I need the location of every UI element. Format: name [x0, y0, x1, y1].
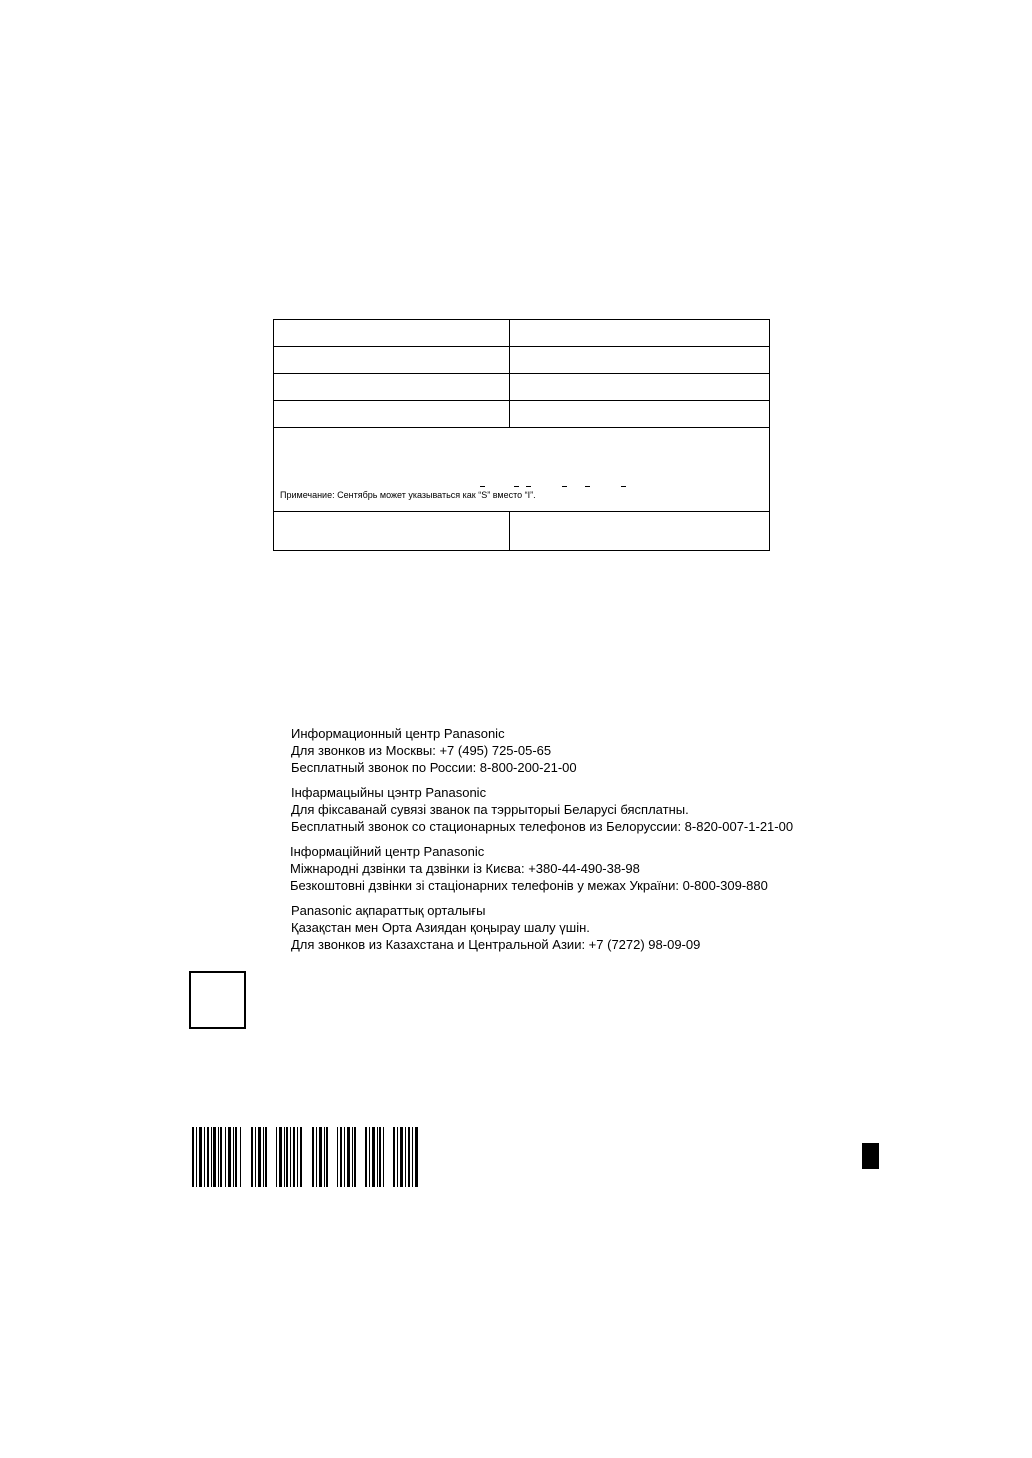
contact-group-kazakhstan — [291, 902, 851, 953]
contact-line: Қазақстан мен Орта Азиядан қоңырау шалу үшін. — [291, 920, 590, 935]
table-cell — [274, 512, 510, 551]
table-row — [274, 512, 770, 551]
table-cell — [510, 401, 770, 428]
underline-mark — [562, 486, 567, 487]
contact-info — [291, 725, 851, 961]
contact-title: Інформаційний центр Panasonic — [290, 844, 485, 859]
contact-line: Міжнародні дзвінки та дзвінки із Києва: +380-44-490-38-98 — [290, 861, 640, 876]
table-row — [274, 374, 770, 401]
table-cell — [274, 320, 510, 347]
table-cell — [274, 347, 510, 374]
contact-group-russia — [291, 725, 851, 776]
table-row — [274, 347, 770, 374]
underline-mark — [526, 486, 531, 487]
underline-mark — [480, 486, 485, 487]
info-table — [273, 319, 770, 551]
table-cell — [510, 374, 770, 401]
contact-line: Для фіксаванай сувязі званок па тэррыторыі Беларусі бясплатны. — [291, 802, 689, 817]
table-row-note — [274, 428, 770, 512]
table-cell — [510, 512, 770, 551]
contact-group-belarus — [291, 784, 851, 835]
underline-mark — [514, 486, 519, 487]
contact-group-ukraine — [290, 843, 851, 894]
contact-line: Бесплатный звонок со стационарных телефонов из Белоруссии: 8-820-007-1-21-00 — [291, 819, 794, 834]
contact-title: Информационный центр Panasonic — [291, 726, 505, 741]
table-cell — [274, 401, 510, 428]
table-note: Примечание: Сентябрь может указываться как “S” вместо “I”. — [280, 490, 536, 500]
note-cell — [274, 428, 770, 512]
contact-line: Для звонков из Москвы: +7 (495) 725-05-65 — [291, 743, 552, 758]
empty-box — [189, 971, 246, 1029]
underline-mark — [585, 486, 590, 487]
contact-title: Panasonic ақпараттық орталығы — [291, 903, 486, 918]
table-cell — [274, 374, 510, 401]
contact-line: Безкоштовні дзвінки зі стаціонарних телефонів у межах України: 0-800-309-880 — [290, 878, 768, 893]
barcode — [192, 1127, 418, 1187]
underline-mark — [621, 486, 626, 487]
table-row — [274, 401, 770, 428]
contact-line: Бесплатный звонок по России: 8-800-200-21-00 — [291, 760, 577, 775]
table-row — [274, 320, 770, 347]
table-cell — [510, 347, 770, 374]
contact-line: Для звонков из Казахстана и Центральной Азии: +7 (7272) 98-09-09 — [291, 937, 701, 952]
contact-title: Інфармацыйны цэнтр Panasonic — [291, 785, 487, 800]
table-cell — [510, 320, 770, 347]
black-marker — [862, 1143, 879, 1169]
